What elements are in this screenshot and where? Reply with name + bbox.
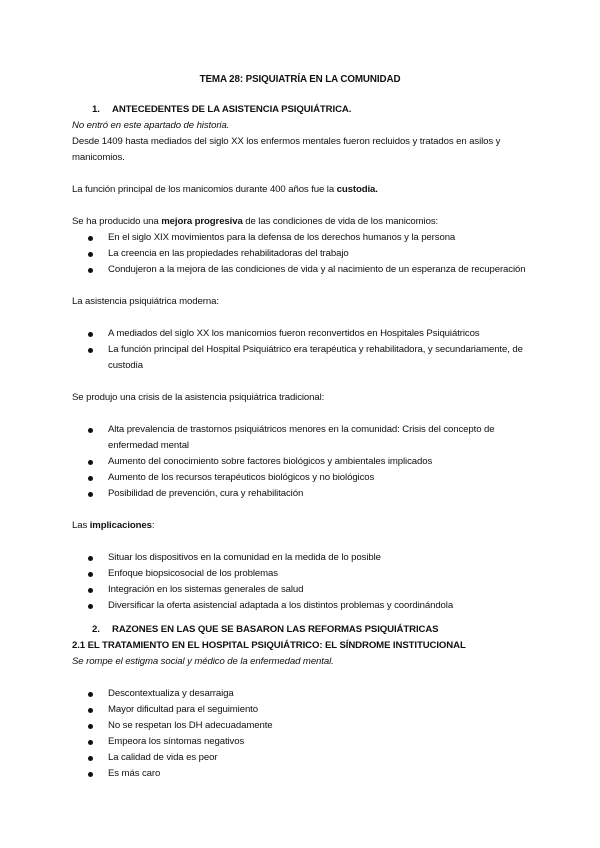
list-item: Mayor dificultad para el seguimiento [72,702,532,718]
list-item: Alta prevalencia de trastornos psiquiátricos menores en la comunidad: Crisis del concepto de enfermedad mental [72,422,532,454]
crisis-list [72,422,532,502]
list-item: Diversificar la oferta asistencial adaptada a los distintos problemas y coordinándola [72,598,532,614]
section-1-heading: 1. ANTECEDENTES DE LA ASISTENCIA PSIQUIÁTRICA. [92,104,352,115]
section-1-note: No entró en este apartado de historia. [72,120,230,131]
list-item: Aumento del conocimiento sobre factores biológicos y ambientales implicados [72,454,532,470]
list-item: Integración en los sistemas generales de salud [72,582,532,598]
list-item: Posibilidad de prevención, cura y rehabilitación [72,486,532,502]
implicaciones-paragraph: Las implicaciones: [72,520,155,531]
list-item: A mediados del siglo XX los manicomios fueron reconvertidos en Hospitales Psiquiátricos [72,326,532,342]
list-item: Situar los dispositivos en la comunidad en la medida de lo posible [72,550,532,566]
mejora-paragraph: Se ha producido una mejora progresiva de las condiciones de vida de los manicomios: [72,216,439,227]
list-item: Empeora los síntomas negativos [72,734,532,750]
section-2-list [72,686,532,782]
crisis-paragraph: Se produjo una crisis de la asistencia psiquiátrica tradicional: [72,392,325,403]
page-title: TEMA 28: PSIQUIATRÍA EN LA COMUNIDAD [199,74,401,85]
function-paragraph: La función principal de los manicomios durante 400 años fue la custodia. [72,184,378,195]
section-2 [72,622,532,782]
mejora-list [72,230,532,278]
section-1 [72,102,532,614]
list-item: En el siglo XIX movimientos para la defensa de los derechos humanos y la persona [72,230,532,246]
list-item: Aumento de los recursos terapéuticos biológicos y no biológicos [72,470,532,486]
list-item: Es más caro [72,766,532,782]
moderna-list [72,326,532,374]
section-1-intro: Desde 1409 hasta mediados del siglo XX los enfermos mentales fueron recluidos y tratados en asilos y manicomios. [72,136,501,163]
moderna-paragraph: La asistencia psiquiátrica moderna: [72,296,219,307]
list-item: La calidad de vida es peor [72,750,532,766]
section-2-heading: 2. RAZONES EN LAS QUE SE BASARON LAS REFORMAS PSIQUIÁTRICAS [92,624,439,635]
list-item: Enfoque biopsicosocial de los problemas [72,566,532,582]
list-item: No se respetan los DH adecuadamente [72,718,532,734]
section-2-1-heading: 2.1 EL TRATAMIENTO EN EL HOSPITAL PSIQUIÁTRICO: EL SÍNDROME INSTITUCIONAL [72,640,466,651]
list-item: Condujeron a la mejora de las condiciones de vida y al nacimiento de un esperanza de recuperación [72,262,532,278]
list-item: La función principal del Hospital Psiquiátrico era terapéutica y rehabilitadora, y secundariamente, de custodia [72,342,532,374]
section-2-note: Se rompe el estigma social y médico de la enfermedad mental. [72,656,334,667]
list-item: La creencia en las propiedades rehabilitadoras del trabajo [72,246,532,262]
list-item: Descontextualiza y desarraiga [72,686,532,702]
implicaciones-list [72,550,532,614]
